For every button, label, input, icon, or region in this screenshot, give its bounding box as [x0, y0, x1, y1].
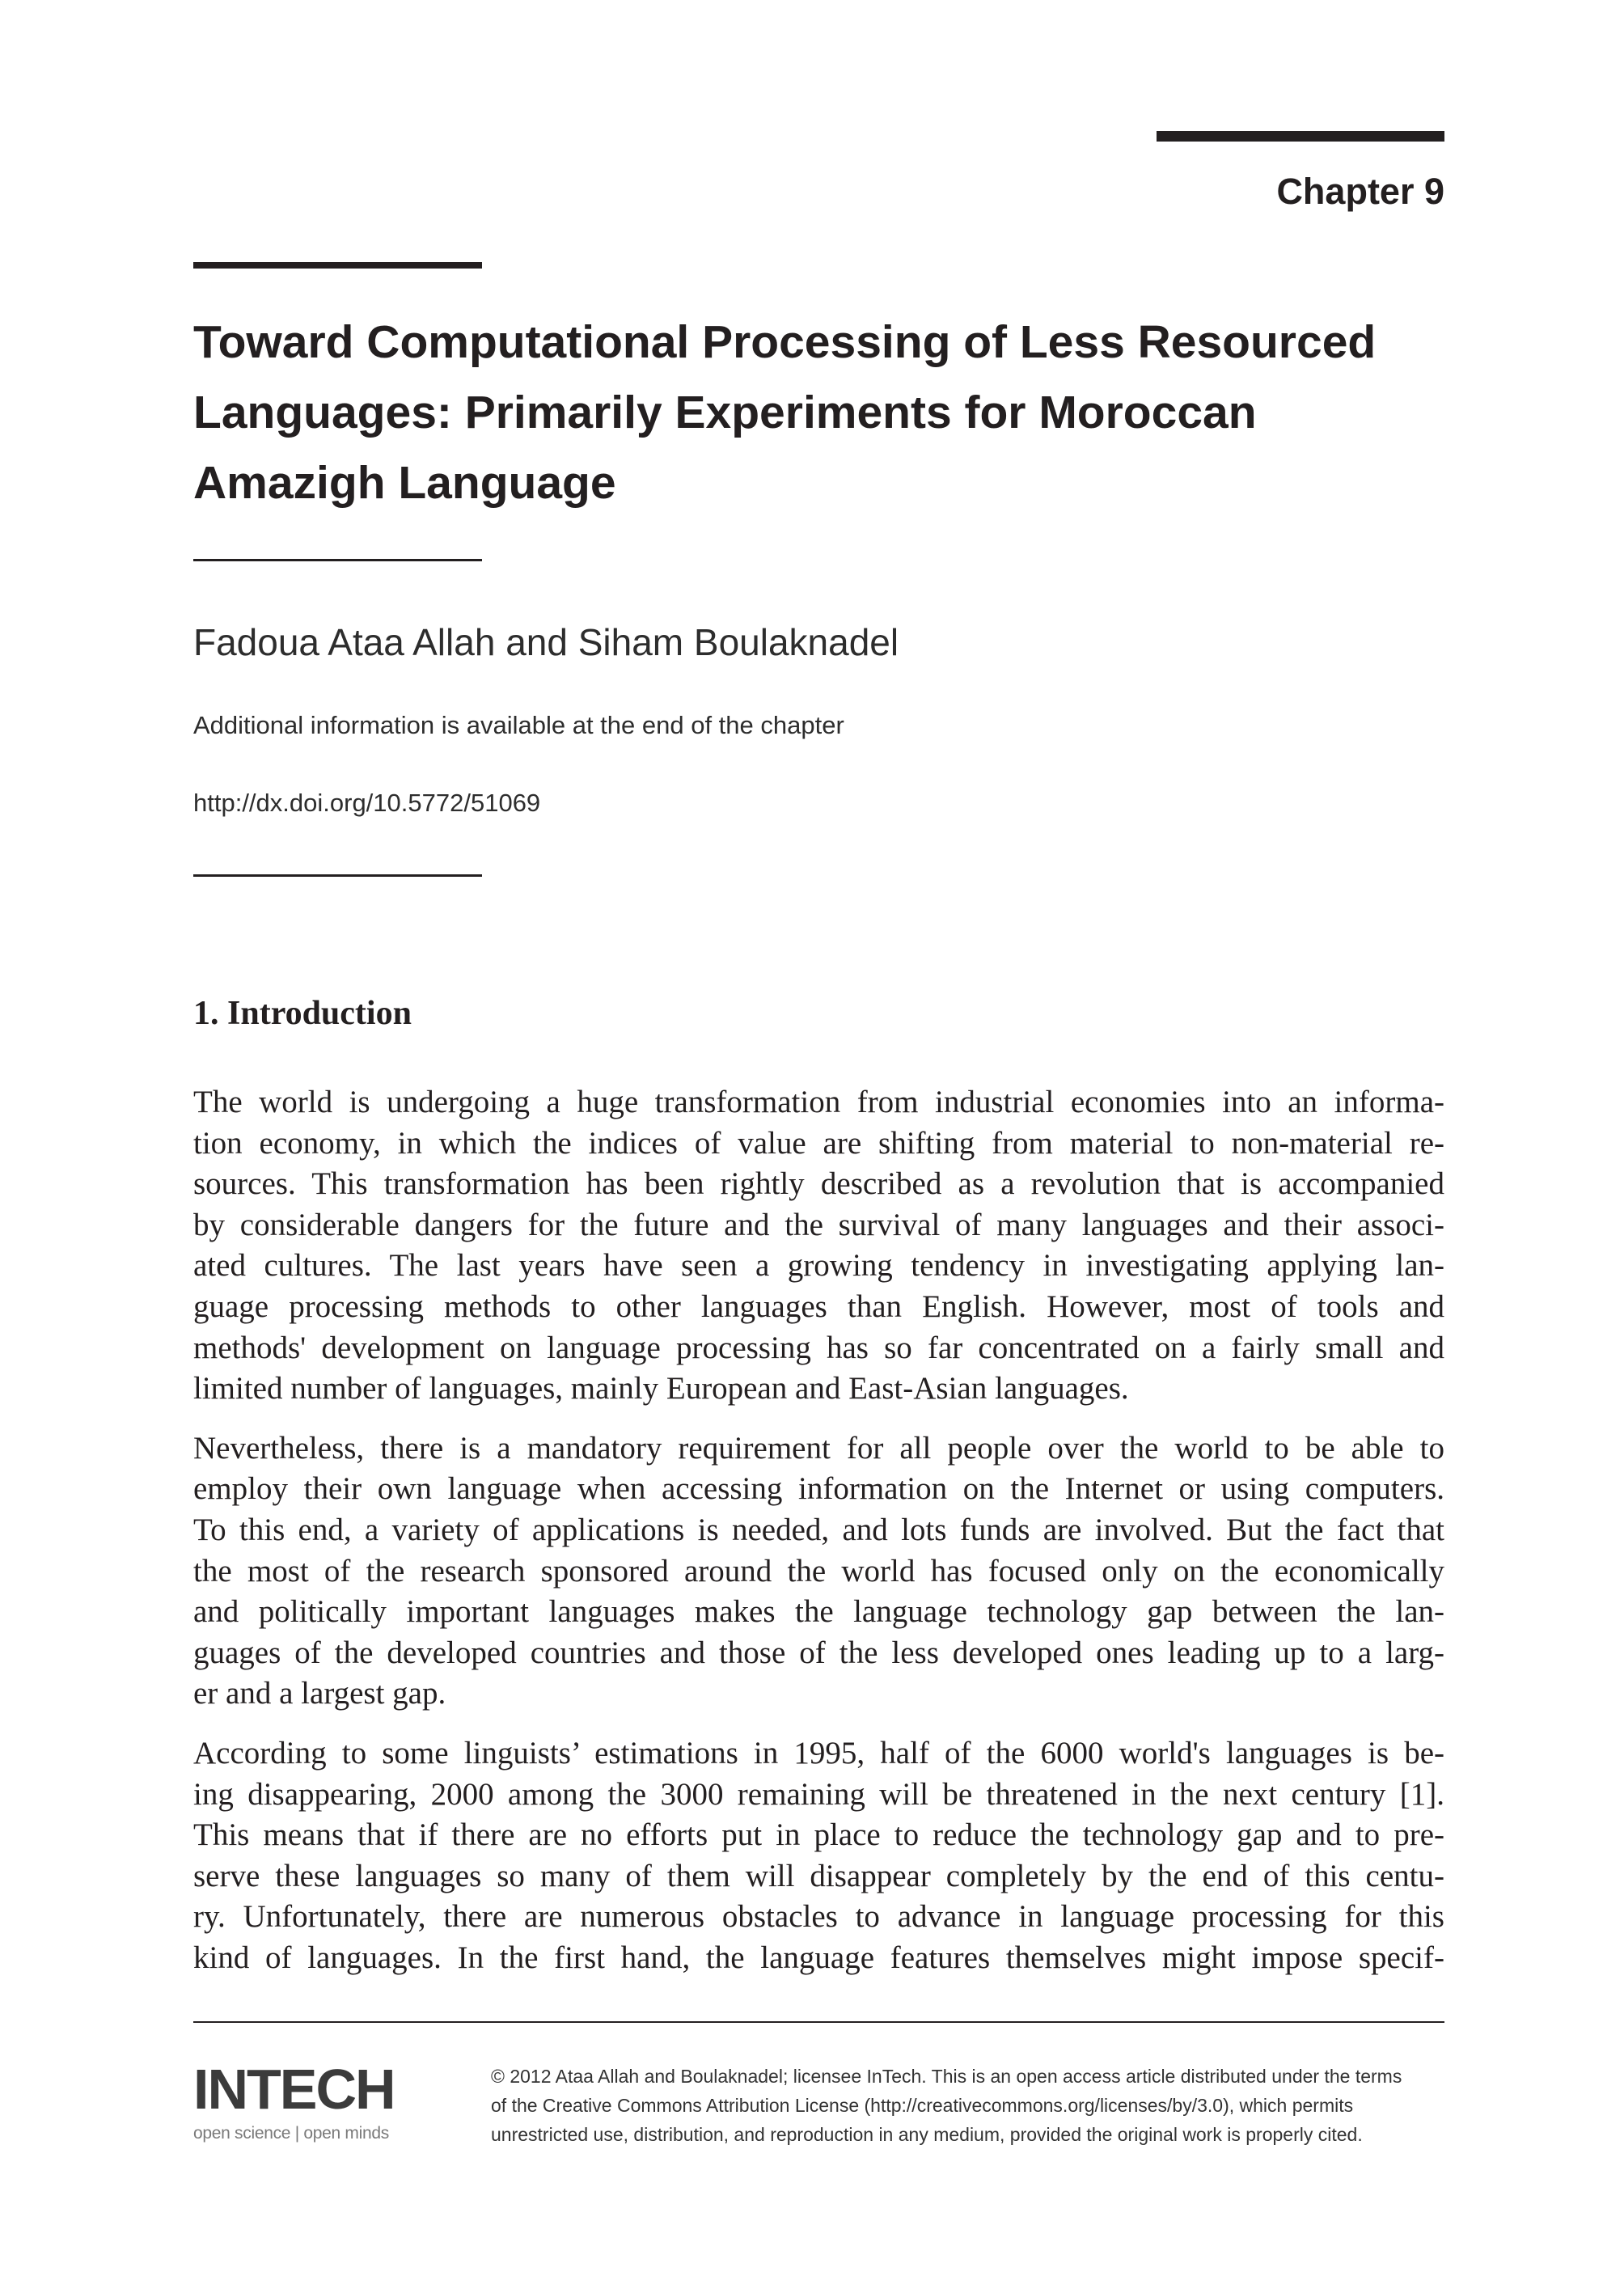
title-line: Toward Computational Processing of Less Resourced: [193, 316, 1377, 368]
additional-info-note: Additional information is available at the end of the chapter: [193, 711, 844, 739]
license-line: of the Creative Commons Attribution License (http://creativecommons.org/licenses/by/3.0), which permits: [491, 2095, 1354, 2116]
publisher-tagline: open science | open minds: [193, 2124, 389, 2143]
title-divider: [193, 559, 482, 561]
author-list: Fadoua Ataa Allah and Siham Boulaknadel: [193, 621, 899, 663]
body-line: To this end, a variety of applications is needed, and lots funds are involved. But the fact that: [193, 1512, 1444, 1547]
body-line: guages of the developed countries and those of the less developed ones leading up to a larg-: [193, 1635, 1444, 1670]
front-matter-divider: [193, 874, 482, 877]
body-line: the most of the research sponsored around the world has focused only on the economically: [193, 1553, 1444, 1589]
body-line: This means that if there are no efforts put in place to reduce the technology gap and to pre-: [193, 1817, 1444, 1853]
body-line: sources. This transformation has been rightly described as a revolution that is accompanied: [193, 1166, 1444, 1202]
publisher-logo: INTECH: [193, 2058, 395, 2121]
body-line: ry. Unfortunately, there are numerous obstacles to advance in language processing for this: [193, 1899, 1444, 1935]
body-line: er and a largest gap.: [193, 1676, 446, 1711]
license-line: unrestricted use, distribution, and reproduction in any medium, provided the original work is properly cited.: [491, 2124, 1363, 2145]
doi-link[interactable]: http://dx.doi.org/10.5772/51069: [193, 789, 541, 817]
title-line: Languages: Primarily Experiments for Moroccan: [193, 387, 1257, 438]
body-line: Nevertheless, there is a mandatory requirement for all people over the world to be able to: [193, 1430, 1444, 1466]
body-line: employ their own language when accessing information on the Internet or using computers.: [193, 1471, 1444, 1507]
footer-divider: [193, 2021, 1444, 2023]
body-line: According to some linguists’ estimations in 1995, half of the 6000 world's languages is be-: [193, 1735, 1444, 1771]
body-line: ated cultures. The last years have seen a growing tendency in investigating applying lan-: [193, 1248, 1444, 1284]
body-line: by considerable dangers for the future and the survival of many languages and their associ-: [193, 1207, 1444, 1242]
body-paragraph: [193, 1733, 1444, 1979]
section-body: [193, 1082, 1444, 1978]
body-line: tion economy, in which the indices of value are shifting from material to non-material re-: [193, 1125, 1444, 1161]
body-paragraph: [193, 1428, 1444, 1715]
body-line: kind of languages. In the first hand, the language features themselves might impose specif-: [193, 1940, 1444, 1975]
body-line: limited number of languages, mainly European and East-Asian languages.: [193, 1371, 1129, 1407]
section-heading: 1. Introduction: [193, 995, 412, 1032]
license-notice: [491, 2062, 1402, 2149]
body-line: ing disappearing, 2000 among the 3000 remaining will be threatened in the next century [1].: [193, 1776, 1444, 1812]
body-paragraph: [193, 1082, 1444, 1410]
chapter-header-bar: [1157, 131, 1444, 142]
body-line: guage processing methods to other languages than English. However, most of tools and: [193, 1288, 1444, 1324]
body-line: serve these languages so many of them will disappear completely by the end of this centu-: [193, 1858, 1444, 1893]
body-line: The world is undergoing a huge transformation from industrial economies into an informa-: [193, 1085, 1444, 1119]
title-line: Amazigh Language: [193, 457, 616, 509]
chapter-title: [193, 307, 1444, 518]
license-line: © 2012 Ataa Allah and Boulaknadel; licensee InTech. This is an open access article distributed under the terms: [491, 2066, 1402, 2087]
body-line: methods' development on language processing has so far concentrated on a fairly small and: [193, 1330, 1444, 1365]
chapter-label: Chapter 9: [1276, 171, 1444, 212]
title-top-bar: [193, 262, 482, 269]
body-line: and politically important languages makes the language technology gap between the lan-: [193, 1594, 1444, 1630]
